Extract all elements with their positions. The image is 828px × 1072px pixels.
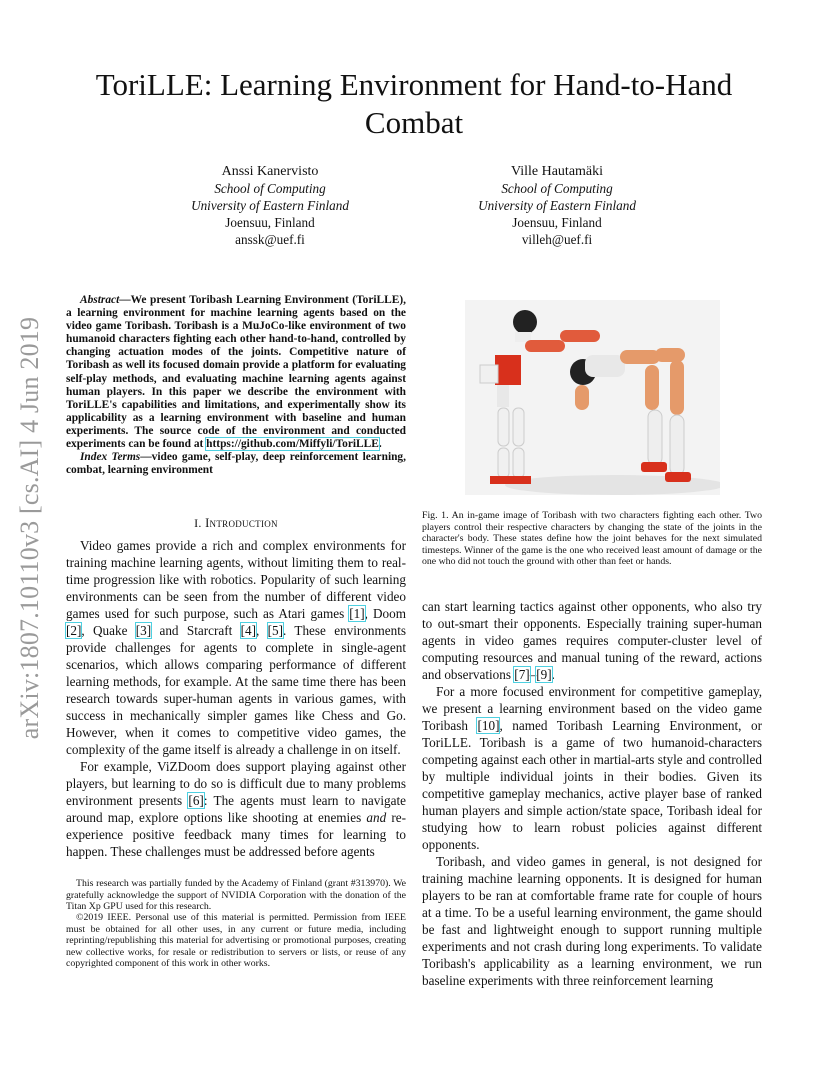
left-fighter-hip [497,385,509,407]
left-fighter-foot [490,476,512,484]
text-run: . [551,667,555,682]
citation-link[interactable]: [5] [267,623,284,638]
emphasis-text: and [366,810,387,825]
abstract-end: . [378,438,382,451]
footnote-text: ©2019 IEEE. Personal use of this material is permitted. Permission from IEEE must be obtained for all other uses, in any current or future media, including reprinting/republishing this material for advertising or promotional purposes, creating new collective works, for resale or redistribution to servers or lists, or reuse of any copyrighted component of this work in other works. [66,912,406,970]
citation-link[interactable]: [9] [536,667,552,682]
left-fighter-shin-2 [513,448,524,478]
abstract-text: —We present Toribash Learning Environment (ToriLLE), a learning environment for machine learning agents based on the video game Toribash. Toribash is a MuJoCo-like environment of two humanoid characters fighting each other hand-to-hand, controlled by changing actuation modes of the joints. Competitive nature of Toribash as well its focused domain provide a platform for evaluating self-play methods, and evaluating machine learning agents against human players. In this paper we describe the environment with ToriLLE's capabilities and limitations, and experimentally show its applicability as a learning environment with baseline and human experiments. The source code of the environment and conducted experiments can be found at [66,294,406,451]
author-university: University of Eastern Finland [478,198,636,213]
left-fighter-leg [498,408,509,446]
right-fighter-foot [665,472,691,482]
index-terms-label: Index Terms [80,451,141,464]
author-email: villeh@uef.fi [521,232,593,247]
author-email: anssk@uef.fi [235,232,305,247]
text-run: For example, ViZDoom does support playing against other players, but learning to do so is difficult due to many problems environment presents [66,759,406,808]
left-fighter-shin [498,448,509,478]
right-fighter-arm [575,385,589,410]
citation-link[interactable]: [10] [477,718,500,733]
text-run: : The agents must learn to navigate around map, explore options like shooting at enemies [66,793,406,825]
text-run: and Starcraft [151,623,241,638]
left-column-body [66,537,406,860]
figure-caption: Fig. 1. An in-game image of Toribash with two characters fighting each other. Two players control their respective characters by changing the state of the joints in the character's body. These states define how the joint behaves for the next simulated timesteps. Winner of the game is the one who received least amount of damage or the one who did not touch the ground with other than feet or hands. [422,510,762,568]
right-paragraph-2 [422,683,762,853]
text-run: Video games provide a rich and complex environments for training machine learning agents, without limiting them to real-time progression like with robotics. Popularity of such learning environments can be seen from the number of different video games used for such purpose, such as Atari games [66,538,406,621]
right-fighter-torso [585,355,625,377]
arxiv-sidebar [10,298,50,758]
abstract-label: Abstract [80,294,120,306]
left-fighter-neck [515,332,531,342]
text-run: For a more focused environment for competitive gameplay, we present a learning environment based on the video game Toribash [422,684,762,733]
citation-link[interactable]: [3] [135,623,152,638]
source-code-link[interactable]: https://github.com/Miffyli/ToriLLE [206,438,379,451]
author-city: Joensuu, Finland [225,215,315,230]
author-block-2 [437,163,677,248]
text-run: . These environments provide challenges for agents to complete in single-agent scenarios, which allows comparing performance of different learning methods, for example. At the same time there has been research towards super-human agents in various games, with success in mechanically simpler games like Chess and Go. However, when it comes to competitive video games, the complexity of the game itself is already a challenge in on itself. [66,623,407,757]
text-run: – [529,667,537,682]
section-heading [66,516,406,531]
right-fighter-upper [620,350,660,364]
left-fighter-torso [495,355,521,385]
footnote-copyright [66,912,406,970]
author-school: School of Computing [501,181,613,196]
text-run: , [255,623,268,638]
author-university: University of Eastern Finland [191,198,349,213]
left-fighter-forearm [560,330,600,342]
abstract-block [66,294,406,477]
citation-link[interactable]: [6] [188,793,204,808]
citation-link[interactable]: [1] [349,606,365,621]
arxiv-identifier: arXiv:1807.10110v3 [cs.AI] 4 Jun 2019 [15,316,44,740]
author-block-1 [150,163,390,248]
citation-link[interactable]: [4] [240,623,256,638]
author-name: Ville Hautamäki [510,164,604,179]
left-fighter-hand [480,365,498,383]
right-paragraph-3: Toribash, and video games in general, is not designed for training machine learning opponents. It is designed for human players to be ran at comfortable frame rate for couple of hours at a time. To be a useful learning environment, the game should be fast and lightweight enough to support running multiple experiments and not crash during long experiments. To validate Toribash's applicability as a learning environment, we run baseline experiments with three reinforcement learning [422,854,762,988]
right-fighter-shin-2 [648,410,662,465]
right-fighter-hip [655,348,685,362]
right-fighter-thigh-2 [645,365,659,410]
citation-link[interactable]: [7] [514,667,530,682]
text-run: , named Toribash Learning Environment, or ToriLLE. Toribash is a game of two humanoid-characters competing against each other in martial-arts style and controlled by multiple individual joints in their bodies. Given its competitive gameplay mechanics, active player base of ranked human players and simple action/state space, Toribash ideal for studying how to learn robust policies against different opponents. [422,718,762,852]
index-terms-text: —video game, self-play, deep reinforcement learning, combat, learning environment [66,451,406,477]
right-fighter-thigh [670,360,684,415]
author-name: Anssi Kanervisto [221,164,319,179]
footnote-text: This research was partially funded by the Academy of Finland (grant #313970). We gratefully acknowledge the support of NVIDIA Corporation with the donation of the Titan Xp GPU used for this research. [66,878,406,913]
left-fighter-head [513,310,537,334]
left-fighter-foot-2 [509,476,531,484]
abstract [66,294,406,451]
text-run: can start learning tactics against other opponents, who also try to out-smart their opponents. Especially training super-human agents in video games requires computer-cluster level of computing resources and manual tuning of the reward, actions and observations [422,599,762,682]
section-number: I. [194,516,202,530]
section-title: Introduction [205,516,278,530]
author-city: Joensuu, Finland [512,215,602,230]
left-fighter-arm [525,340,565,352]
citation-link[interactable]: [2] [66,623,82,638]
text-run: , Doom [364,606,407,621]
text-run: , Quake [81,623,136,638]
right-column-body [422,598,762,989]
footnote-funding [66,878,406,913]
text-run: re-experience positive feedback many times for learning to happen. These challenges must be addressed before agents [66,810,406,859]
right-fighter-shin [670,415,684,475]
index-terms [66,451,406,477]
author-school: School of Computing [214,181,326,196]
paper-title: ToriLLE: Learning Environment for Hand-to-Hand Combat [95,67,733,140]
right-paragraph-1 [422,598,762,683]
intro-paragraph-2 [66,758,406,860]
intro-paragraph-1 [66,537,406,758]
left-fighter-leg-2 [513,408,524,446]
toribash-figure [465,300,720,495]
right-fighter-foot-2 [641,462,667,472]
